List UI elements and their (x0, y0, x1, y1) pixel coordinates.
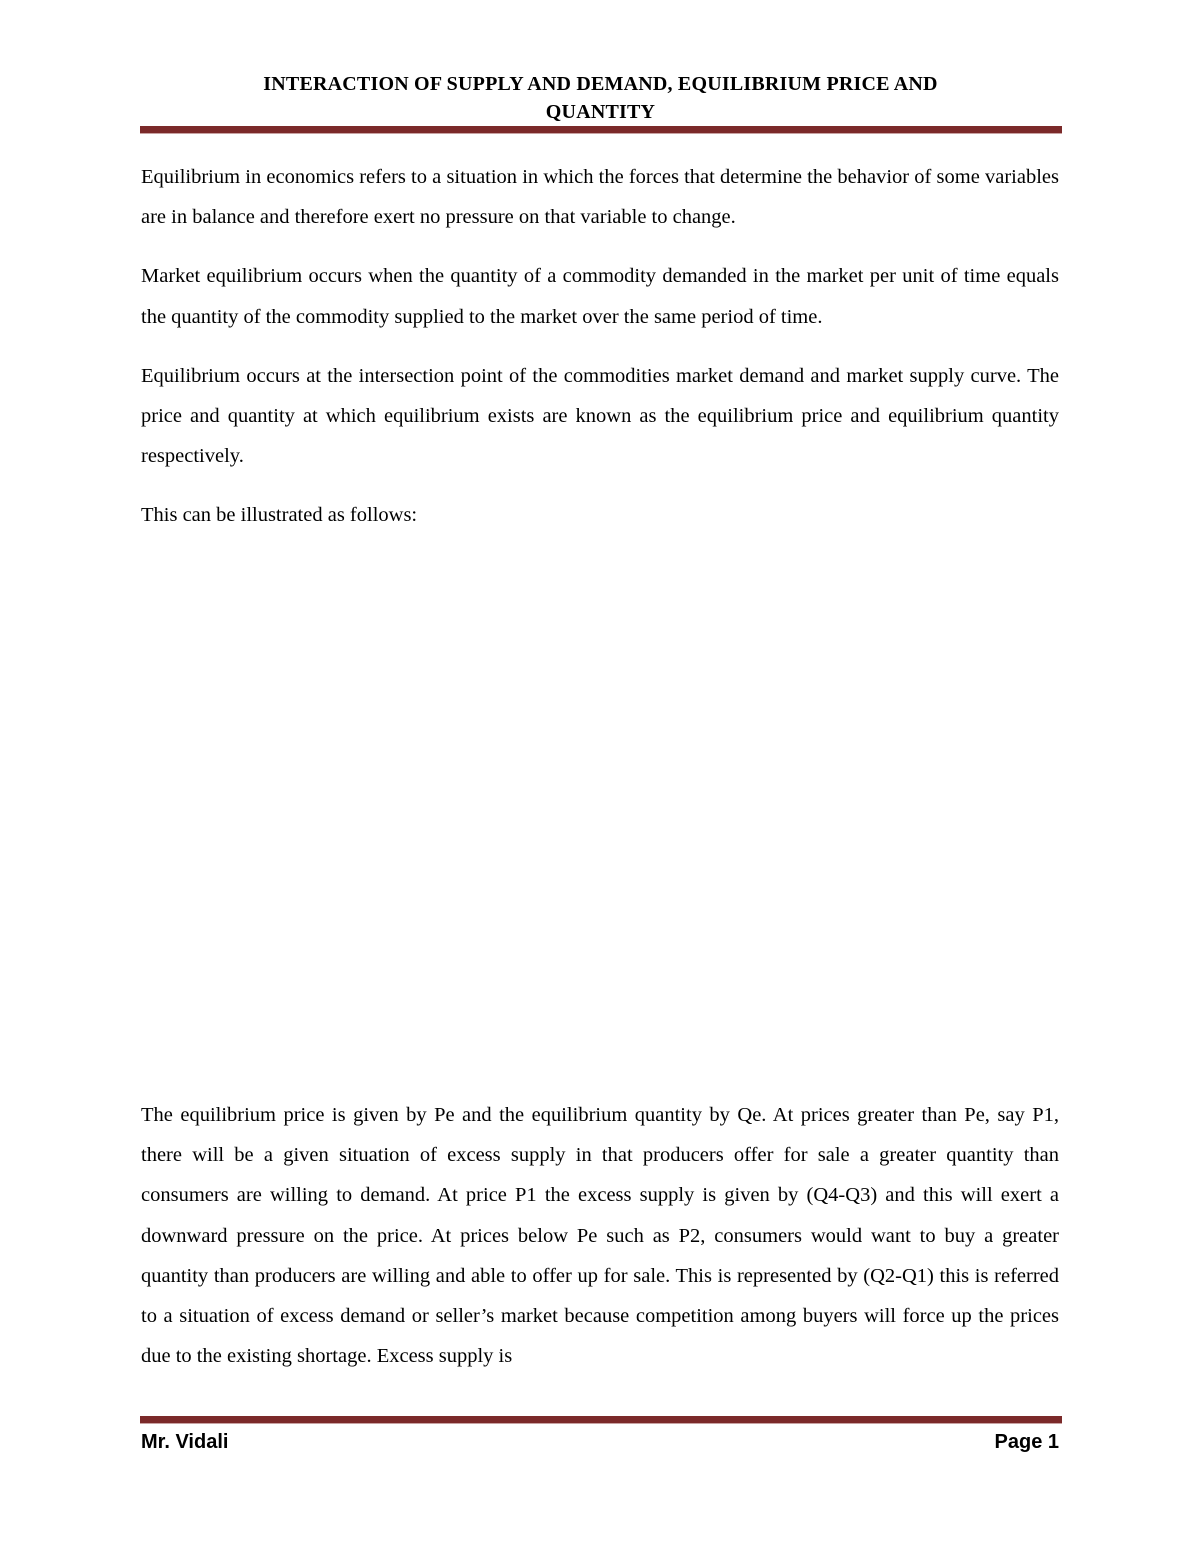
page-header-title (140, 70, 1061, 126)
paragraph-illustration-intro: This can be illustrated as follows: (141, 504, 418, 527)
body-text-lower (141, 1095, 1059, 1376)
paragraph-equilibrium-explanation: The equilibrium price is given by Pe and the equilibrium quantity by Qe. At prices greater than Pe, say P1, there will be a given situation of excess supply in that producers offer for sale a greater quantity than consumers are willing to demand. At price P1 the excess supply is given by (Q4-Q3) and this will exert a downward pressure on the price. At prices below Pe such as P2, consumers would want to buy a greater quantity than producers are willing and able to offer up for sale. This is represented by (Q2-Q1) this is referred to a situation of excess demand or seller’s market because competition among buyers will force up the prices due to the existing shortage. Excess supply is (141, 1104, 1059, 1368)
footer-page-number: Page 1 (994, 1431, 1059, 1453)
header-title-line-1: INTERACTION OF SUPPLY AND DEMAND, EQUILIBRIUM PRICE AND (263, 73, 938, 95)
footer-author: Mr. Vidali (141, 1431, 229, 1453)
illustration-blank-area (141, 545, 1059, 1085)
body-text-upper (141, 157, 1059, 555)
paragraph-market-equilibrium: Market equilibrium occurs when the quantity of a commodity demanded in the market per unit of time equals the quantity of the commodity supplied to the market over the same period of time. (141, 265, 1059, 328)
header-title-line-2: QUANTITY (545, 101, 656, 123)
paragraph-equilibrium-definition: Equilibrium in economics refers to a situation in which the forces that determine the behavior of some variables are in balance and therefore exert no pressure on that variable to change. (141, 166, 1059, 229)
footer-divider (140, 1416, 1062, 1424)
header-divider (140, 126, 1062, 134)
paragraph-intersection-point: Equilibrium occurs at the intersection point of the commodities market demand and market supply curve. The price and quantity at which equilibrium exists are known as the equilibrium price and equilibrium quantity respectively. (141, 364, 1059, 468)
